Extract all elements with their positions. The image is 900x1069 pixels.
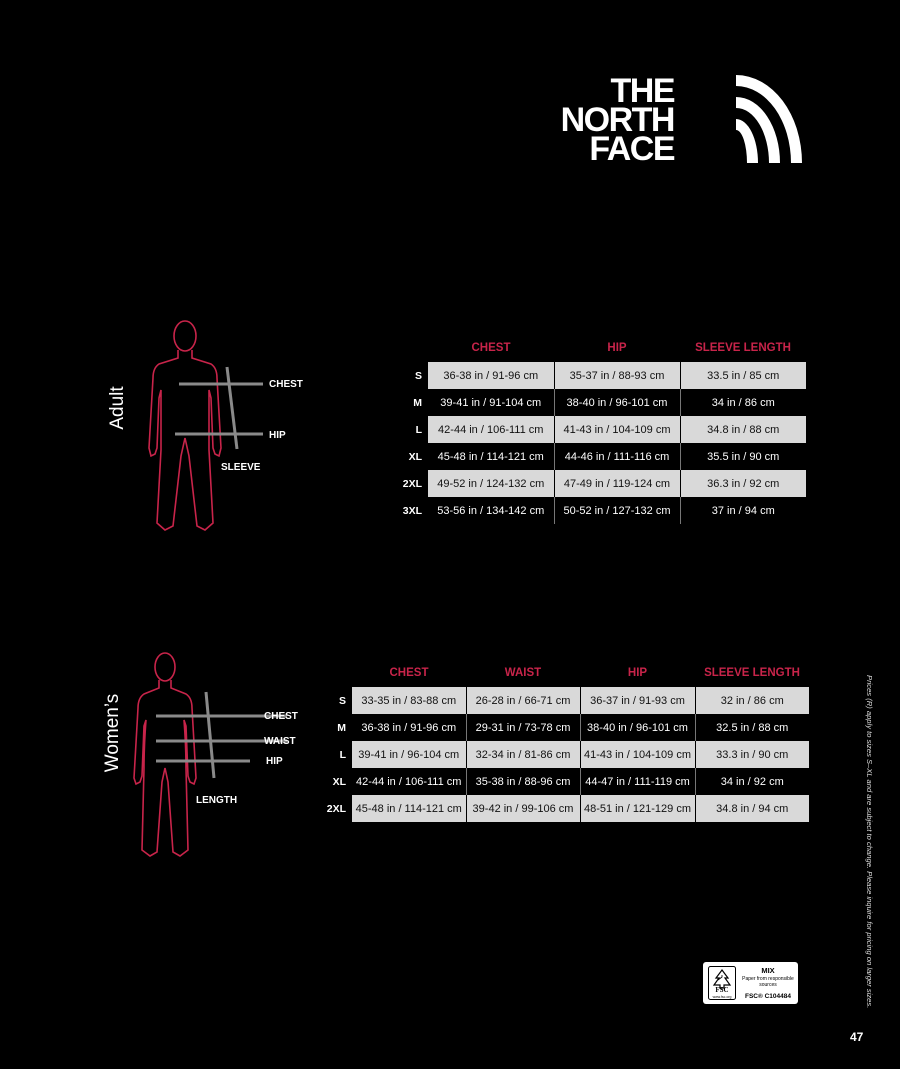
womens-header-chest: CHEST [389, 667, 429, 679]
table-cell: 33-35 in / 83-88 cm [352, 687, 466, 714]
table-cell: 34 in / 92 cm [695, 768, 809, 795]
table-row [322, 741, 809, 768]
table-cell: 39-42 in / 99-106 cm [466, 795, 580, 822]
the-north-face-logo [560, 72, 802, 168]
fsc-subtitle: Paper from responsible sources [742, 976, 794, 988]
adult-chest-label: CHEST [269, 379, 303, 390]
table-row [398, 416, 806, 443]
size-label: M [413, 396, 422, 409]
size-label: 3XL [402, 504, 422, 517]
table-row [322, 768, 809, 795]
size-label: 2XL [402, 477, 422, 490]
womens-section-label: Women’s [102, 693, 123, 773]
table-cell: 32 in / 86 cm [695, 687, 809, 714]
table-cell: 33.3 in / 90 cm [695, 741, 809, 768]
table-row [398, 389, 806, 416]
logo-line-1: THE [610, 72, 674, 110]
fsc-code: FSC® C104484 [745, 993, 791, 1000]
fsc-logo-text: FSC [715, 986, 729, 994]
table-row [322, 687, 809, 714]
table-cell: 41-43 in / 104-109 cm [554, 416, 680, 443]
table-cell: 36-38 in / 91-96 cm [428, 362, 554, 389]
fsc-certification-badge [703, 962, 798, 1004]
size-label: S [414, 369, 422, 382]
logo-line-3: FACE [589, 130, 674, 168]
table-row [322, 795, 809, 822]
table-cell: 42-44 in / 106-111 cm [428, 416, 554, 443]
size-label: M [337, 721, 346, 734]
womens-hip-label: HIP [266, 756, 283, 767]
table-cell: 36-38 in / 91-96 cm [352, 714, 466, 741]
table-cell: 32.5 in / 88 cm [695, 714, 809, 741]
size-label: L [339, 748, 346, 761]
womens-header-waist: WAIST [504, 667, 542, 679]
womens-header-hip: HIP [627, 667, 648, 679]
table-row [398, 470, 806, 497]
table-cell: 34 in / 86 cm [680, 389, 806, 416]
table-cell: 38-40 in / 96-101 cm [580, 714, 695, 741]
table-row [322, 714, 809, 741]
size-label: L [415, 423, 422, 436]
table-cell: 39-41 in / 96-104 cm [352, 741, 466, 768]
table-cell: 33.5 in / 85 cm [680, 362, 806, 389]
table-cell: 45-48 in / 114-121 cm [428, 443, 554, 470]
womens-header-sleeve: SLEEVE LENGTH [704, 667, 800, 679]
table-cell: 44-46 in / 111-116 cm [554, 443, 680, 470]
pricing-side-note: Prices (R) apply to sizes S–XL and are subject to change. Please inquire for pricing on larger sizes. [865, 675, 874, 1009]
adult-header-hip: HIP [607, 342, 627, 354]
table-cell: 36-37 in / 91-93 cm [580, 687, 695, 714]
table-cell: 35-38 in / 88-96 cm [466, 768, 580, 795]
table-cell: 29-31 in / 73-78 cm [466, 714, 580, 741]
table-cell: 42-44 in / 106-111 cm [352, 768, 466, 795]
size-label: 2XL [326, 802, 346, 815]
table-cell: 47-49 in / 119-124 cm [554, 470, 680, 497]
table-cell: 34.8 in / 88 cm [680, 416, 806, 443]
table-row [398, 443, 806, 470]
adult-sleeve-label: SLEEVE [221, 462, 261, 473]
table-cell: 37 in / 94 cm [680, 497, 806, 524]
womens-length-label: LENGTH [196, 795, 238, 806]
womens-waist-label: WAIST [264, 736, 296, 747]
adult-size-table [398, 334, 806, 524]
adult-header-sleeve: SLEEVE LENGTH [695, 342, 791, 354]
womens-chest-label: CHEST [264, 711, 298, 722]
table-cell: 41-43 in / 104-109 cm [580, 741, 695, 768]
size-label: XL [408, 450, 422, 463]
fsc-mix-label: MIX [761, 966, 775, 975]
table-cell: 36.3 in / 92 cm [680, 470, 806, 497]
table-cell: 49-52 in / 124-132 cm [428, 470, 554, 497]
womens-size-table [322, 659, 809, 822]
table-cell: 39-41 in / 91-104 cm [428, 389, 554, 416]
table-cell: 45-48 in / 114-121 cm [352, 795, 466, 822]
size-column-header [322, 659, 352, 687]
logo-wordmark [560, 72, 740, 168]
table-cell: 35-37 in / 88-93 cm [554, 362, 680, 389]
size-label: XL [332, 775, 346, 788]
size-column-header [398, 334, 428, 362]
table-cell: 50-52 in / 127-132 cm [554, 497, 680, 524]
table-cell: 44-47 in / 111-119 cm [580, 768, 695, 795]
page-number: 47 [850, 1030, 864, 1044]
fsc-site: www.fsc.org [712, 995, 732, 999]
logo-line-2: NORTH [560, 101, 674, 139]
table-row [398, 497, 806, 524]
table-cell: 53-56 in / 134-142 cm [428, 497, 554, 524]
adult-measure-lines [175, 365, 265, 450]
table-cell: 35.5 in / 90 cm [680, 443, 806, 470]
table-cell: 32-34 in / 81-86 cm [466, 741, 580, 768]
table-cell: 48-51 in / 121-129 cm [580, 795, 695, 822]
table-row [398, 362, 806, 389]
table-cell: 34.8 in / 94 cm [695, 795, 809, 822]
half-dome-icon [736, 75, 802, 163]
table-cell: 38-40 in / 96-101 cm [554, 389, 680, 416]
size-label: S [338, 694, 346, 707]
adult-section-label: Adult [107, 386, 128, 430]
table-cell: 26-28 in / 66-71 cm [466, 687, 580, 714]
adult-hip-label: HIP [269, 430, 286, 441]
adult-header-chest: CHEST [471, 342, 511, 354]
